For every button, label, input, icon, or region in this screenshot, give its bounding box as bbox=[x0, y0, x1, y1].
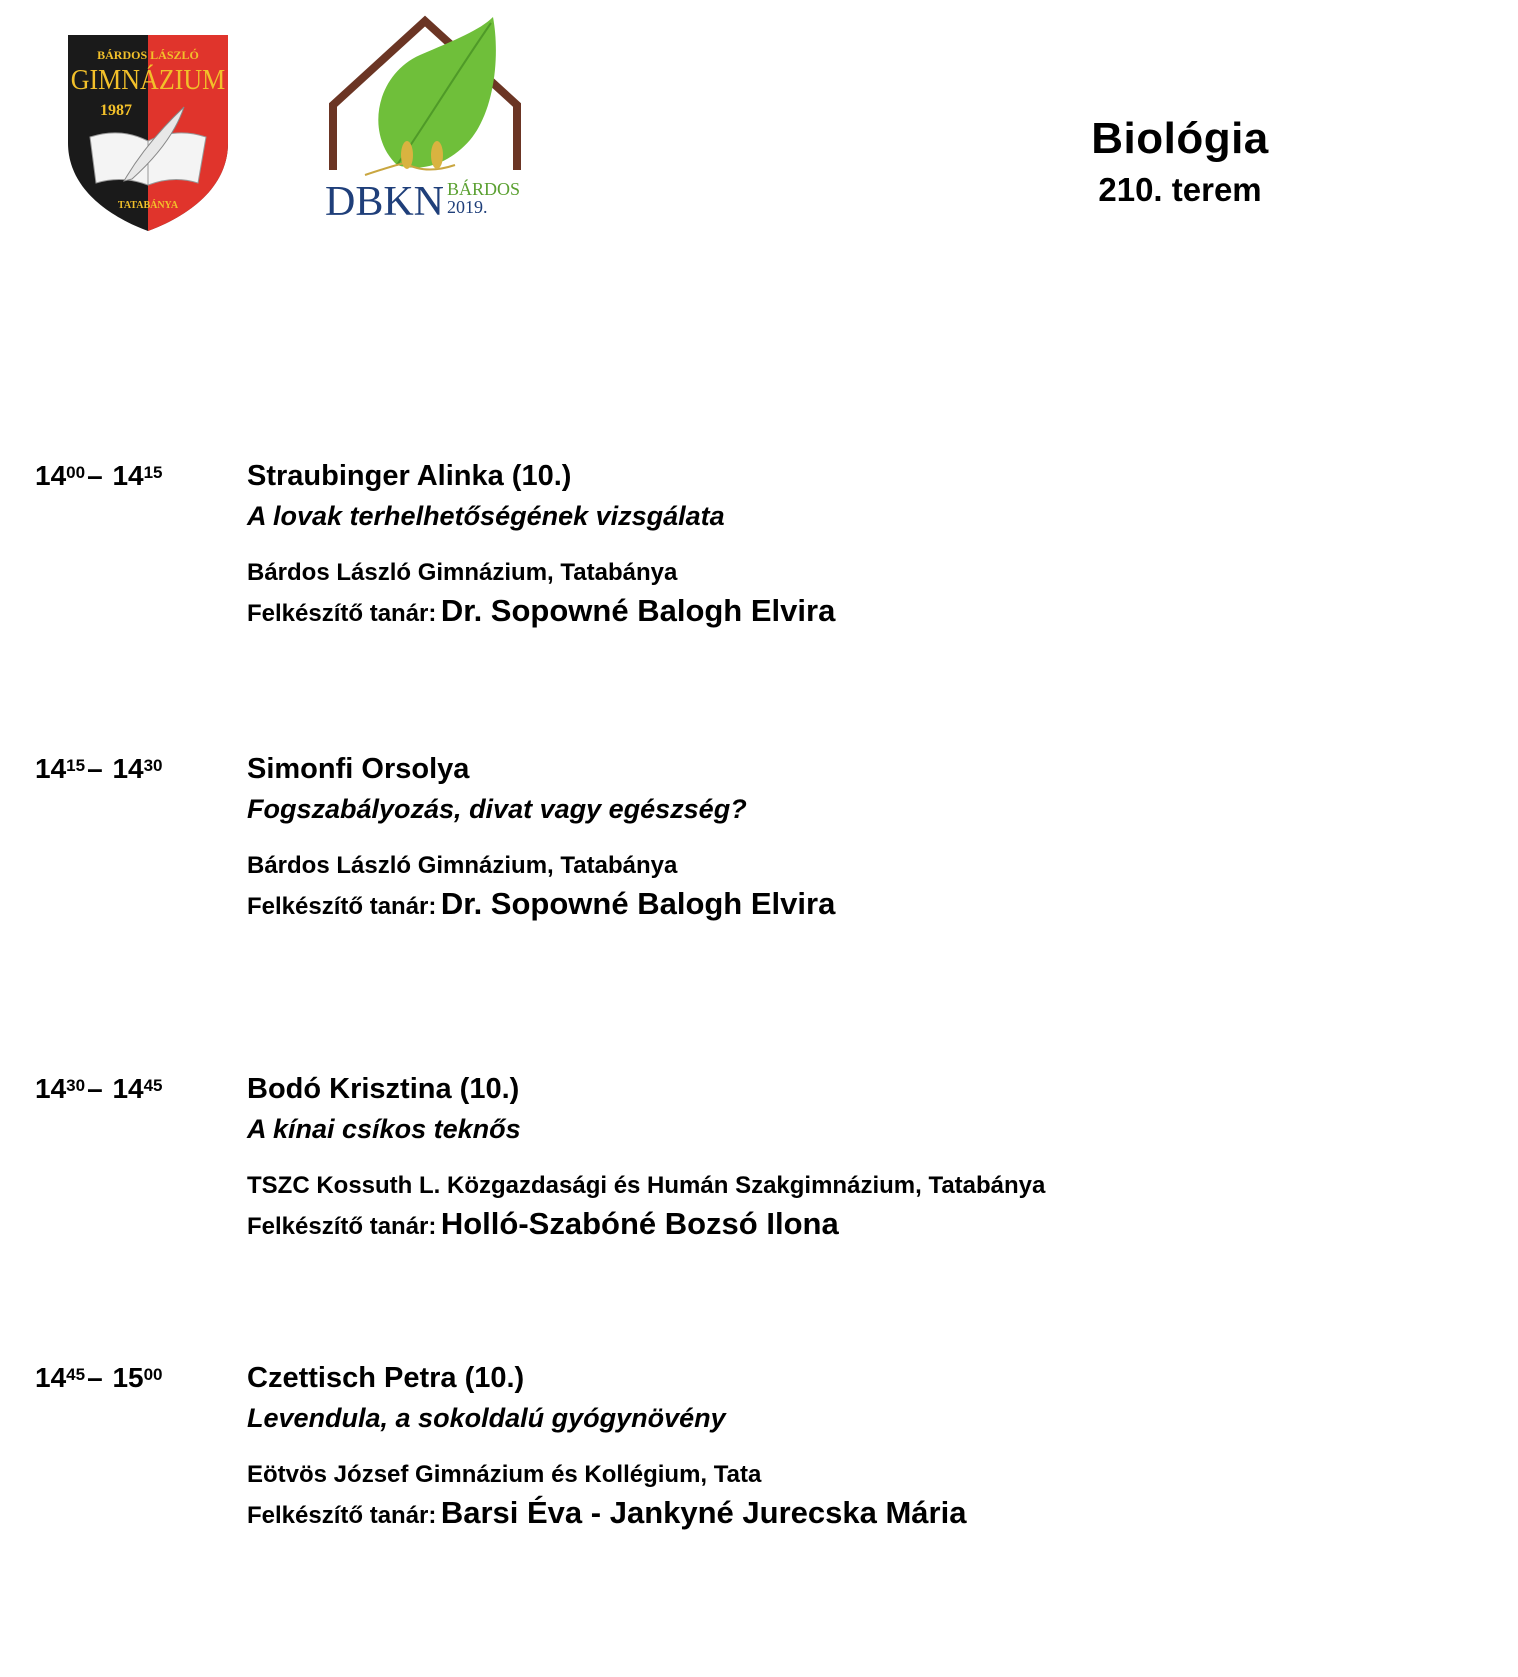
teacher-label: Felkészítő tanár: bbox=[247, 1213, 437, 1240]
teacher-name: Holló-Szabóné Bozsó Ilona bbox=[440, 1206, 839, 1241]
student-name: Czettisch Petra (10.) bbox=[247, 1362, 525, 1394]
svg-text:2019.: 2019. bbox=[447, 197, 488, 217]
dbkn-leaf-house-logo bbox=[325, 15, 537, 230]
teacher-name: Dr. Sopowné Balogh Elvira bbox=[440, 886, 836, 921]
student-name: Simonfi Orsolya bbox=[247, 753, 470, 785]
svg-text:BÁRDOS: BÁRDOS bbox=[447, 179, 521, 199]
presentation-details bbox=[247, 1071, 1045, 1252]
time-range: $14^{15}-$ $14^{30}$ bbox=[35, 753, 163, 784]
subject-title: Biológia bbox=[1091, 114, 1269, 163]
time-range: $14^{00}-$ $14^{15}$ bbox=[35, 460, 163, 491]
presentation-title: A lovak terhelhetőségének vizsgálata bbox=[247, 501, 725, 531]
school-name: Bárdos László Gimnázium, Tatabánya bbox=[247, 559, 678, 586]
svg-text:BÁRDOS LÁSZLÓ: BÁRDOS LÁSZLÓ bbox=[97, 48, 199, 62]
teacher-row bbox=[247, 1202, 1045, 1252]
svg-text:DBKN: DBKN bbox=[325, 179, 445, 225]
teacher-name: Dr. Sopowné Balogh Elvira bbox=[440, 593, 836, 628]
presentation-title: A kínai csíkos teknős bbox=[247, 1114, 521, 1144]
student-name: Bodó Krisztina (10.) bbox=[247, 1073, 520, 1105]
room-label: 210. terem bbox=[1098, 171, 1262, 208]
teacher-label: Felkészítő tanár: bbox=[247, 893, 437, 920]
teacher-row bbox=[247, 589, 835, 639]
page-heading bbox=[1030, 112, 1330, 212]
svg-text:TATABÁNYA: TATABÁNYA bbox=[117, 200, 179, 211]
teacher-row bbox=[247, 882, 835, 932]
time-range: $14^{30}-$ $14^{45}$ bbox=[35, 1073, 163, 1104]
teacher-label: Felkészítő tanár: bbox=[247, 600, 437, 627]
svg-text:GIMNÁZIUM: GIMNÁZIUM bbox=[70, 63, 226, 96]
school-name: Eötvös József Gimnázium és Kollégium, Tata bbox=[247, 1461, 762, 1488]
presentation-title: Levendula, a sokoldalú gyógynövény bbox=[247, 1403, 726, 1433]
teacher-row bbox=[247, 1491, 966, 1541]
school-name: Bárdos László Gimnázium, Tatabánya bbox=[247, 852, 678, 879]
presentation-details bbox=[247, 751, 835, 932]
svg-text:1987: 1987 bbox=[100, 102, 132, 119]
teacher-label: Felkészítő tanár: bbox=[247, 1502, 437, 1529]
school-crest-logo bbox=[66, 33, 230, 233]
presentation-title: Fogszabályozás, divat vagy egészség? bbox=[247, 794, 747, 824]
presentation-details bbox=[247, 458, 835, 639]
student-name: Straubinger Alinka (10.) bbox=[247, 460, 572, 492]
teacher-name: Barsi Éva - Jankyné Jurecska Mária bbox=[440, 1495, 967, 1530]
school-name: TSZC Kossuth L. Közgazdasági és Humán Szakgimnázium, Tatabánya bbox=[247, 1172, 1046, 1199]
time-range: $14^{45}-$ $15^{00}$ bbox=[35, 1362, 163, 1393]
presentation-details bbox=[247, 1360, 966, 1541]
